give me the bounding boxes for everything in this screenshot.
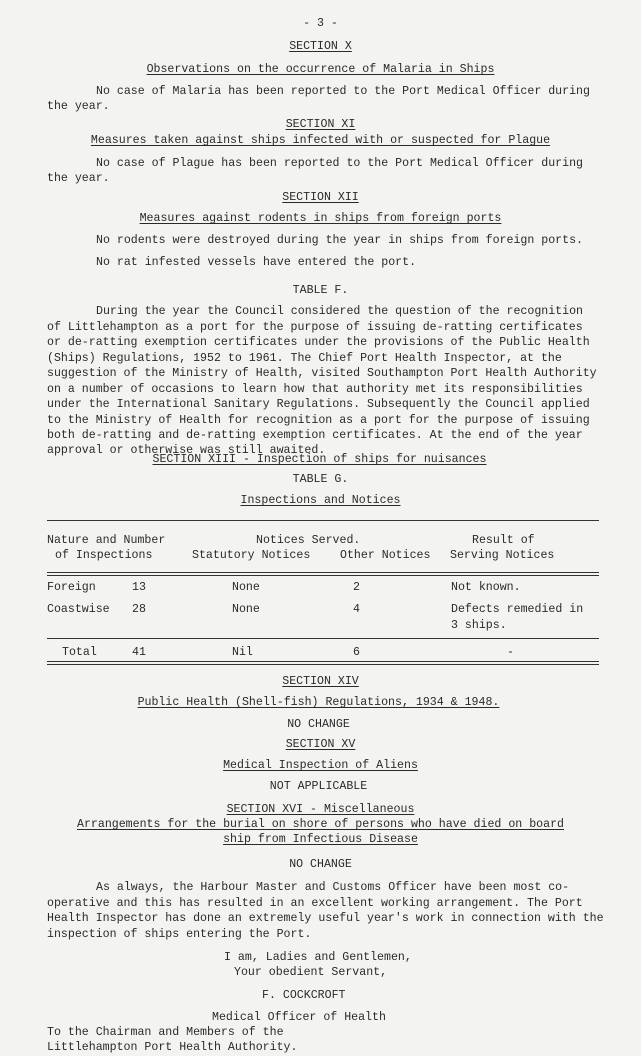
row-type: Foreign [47,581,96,594]
section-11-heading: SECTION XI [285,118,356,131]
section-15-status: NOT APPLICABLE [269,780,368,793]
col-header-statutory: Statutory Notices [192,549,311,562]
section-11-text-1: No case of Plague has been reported to the Port Medical Officer during [96,157,584,170]
section-15-title: Medical Inspection of Aliens [223,759,418,772]
section-13-heading: SECTION XIII - Inspection of ships for nuisances [152,453,487,466]
row-number: 28 [132,603,146,616]
section-16-heading: SECTION XVI - Miscellaneous [226,803,415,816]
table-f-heading: TABLE F. [292,284,349,297]
section-14-heading: SECTION XIV [282,675,359,688]
section-10-text-1: No case of Malaria has been reported to the Port Medical Officer during [96,85,590,98]
table-f-line: under the International Sanitary Regulations. Subsequently the Council applied [47,398,590,411]
table-g-title: Inspections and Notices [240,494,401,507]
section-16-line: inspection of ships entering the Port. [47,928,312,941]
table-top-rule [47,520,599,521]
col-header-nature: Nature and Number [47,534,166,547]
section-10-text-2: the year. [47,100,110,113]
section-11-title: Measures taken against ships infected with or suspected for Plague [90,134,551,147]
row-statutory: None [232,581,260,594]
section-12-heading: SECTION XII [282,191,359,204]
section-12-text-2: No rat infested vessels have entered the port. [96,256,417,269]
page-number: - 3 - [303,17,338,30]
addressee-line-2: Littlehampton Port Health Authority. [47,1041,298,1054]
col-header-notices-served: Notices Served. [256,534,361,547]
total-label: Total [62,646,97,659]
col-header-result-2: Serving Notices [450,549,555,562]
total-result: - [507,646,514,659]
total-statutory: Nil [232,646,253,659]
section-16-line: As always, the Harbour Master and Customs Officer have been most co- [96,881,570,894]
row-result: Not known. [451,581,521,594]
total-other: 6 [353,646,360,659]
table-f-line: (Ships) Regulations, 1952 to 1961. The Chief Port Health Inspector, at the [47,352,562,365]
row-type: Coastwise [47,603,110,616]
table-f-line: on a number of occasions to learn how that authority met its responsibilities [47,383,583,396]
table-bottom-rule-2 [47,664,599,665]
closing-salutation: I am, Ladies and Gentlemen, [224,951,412,964]
section-14-status: NO CHANGE [287,718,350,731]
table-f-line: both de-ratting and de-ratting exemption certificates. At the end of the year [47,429,583,442]
table-f-line: or de-ratting exemption certificates under the provisions of the Public Health [47,336,590,349]
table-f-line: to the Ministry of Health for recognition as a port for the purpose of issuing [47,414,590,427]
addressee-line-1: To the Chairman and Members of the [47,1026,284,1039]
table-f-line: approval or otherwise was still awaited. [47,444,326,457]
table-header-rule-2 [47,575,599,576]
col-header-nature-2: of Inspections [55,549,153,562]
row-other: 4 [353,603,360,616]
signatory-name: F. COCKCROFT [262,989,346,1002]
section-16-line: Health Inspector has done an extremely useful year's work in connection with the [47,912,604,925]
col-header-other: Other Notices [340,549,431,562]
row-result-2: 3 ships. [451,619,507,632]
section-11-text-2: the year. [47,172,110,185]
section-15-heading: SECTION XV [285,738,356,751]
closing-servant: Your obedient Servant, [234,966,388,979]
table-g-label: TABLE G. [292,473,349,486]
row-number: 13 [132,581,146,594]
section-16-line: operative and this has resulted in an excellent working arrangement. The Port [47,897,583,910]
table-header-rule [47,572,599,573]
section-14-title: Public Health (Shell-fish) Regulations, 1934 & 1948. [137,696,500,709]
row-other: 2 [353,581,360,594]
total-number: 41 [132,646,146,659]
col-header-result: Result of [472,534,535,547]
table-f-line: suggestion of the Ministry of Health, visited Southampton Port Health Authority [47,367,597,380]
row-result: Defects remedied in [451,603,584,616]
section-16-title-1: Arrangements for the burial on shore of persons who have died on board [76,818,565,831]
signatory-title: Medical Officer of Health [212,1011,386,1024]
section-10-heading: SECTION X [289,40,352,53]
table-f-line: During the year the Council considered the question of the recognition [96,305,584,318]
table-total-rule [47,638,599,639]
table-f-line: of Littlehampton as a port for the purpose of issuing de-ratting certificates [47,321,583,334]
section-16-status: NO CHANGE [289,858,352,871]
section-16-title-2: ship from Infectious Disease [223,833,418,846]
table-bottom-rule [47,661,599,662]
section-12-title: Measures against rodents in ships from foreign ports [139,212,502,225]
row-statutory: None [232,603,260,616]
section-10-title: Observations on the occurrence of Malaria in Ships [146,63,495,76]
section-12-text-1: No rodents were destroyed during the year in ships from foreign ports. [96,234,584,247]
